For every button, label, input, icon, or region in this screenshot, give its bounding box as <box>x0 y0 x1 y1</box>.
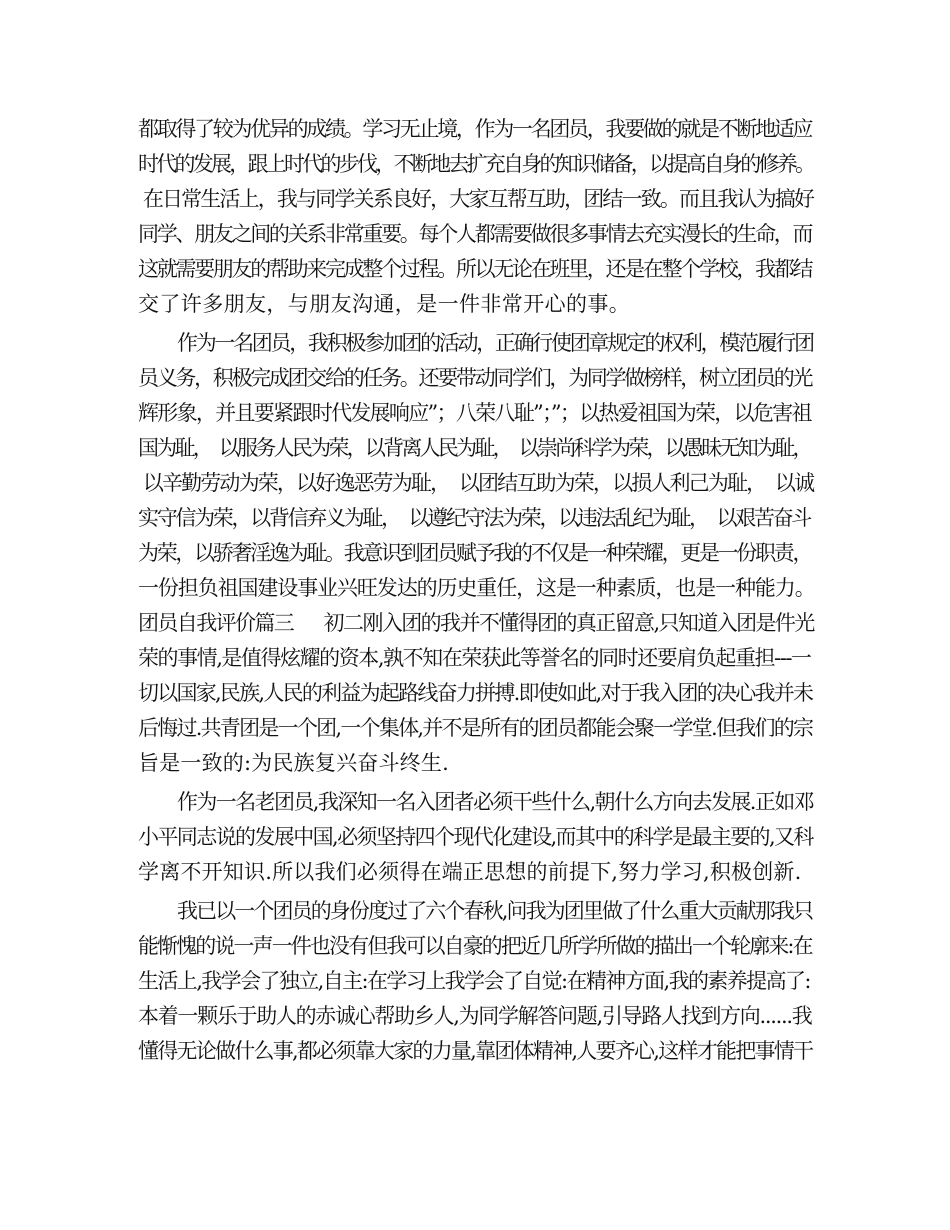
paragraph-first-line: 我已以一个团员的身份度过了六个春秋,问我为团里做了什么重大贡献那我只 <box>177 899 813 923</box>
text-line: 生活上,我学会了独立,自主:在学习上我学会了自觉:在精神方面,我的素养提高了: <box>138 969 810 993</box>
text-line: 切以国家,民族,人民的利益为起路线奋力拼搏.即使如此,对于我入团的决心我并未 <box>138 681 813 705</box>
text-line: 荣的事情,是值得炫耀的资本,孰不知在荣获此等誉名的同时还要肩负起重担---一 <box>138 646 811 670</box>
text-line: 能惭愧的说一声一件也没有但我可以自豪的把近几所学所做的描出一个轮廓来:在 <box>138 934 812 958</box>
text-line: 实守信为荣，以背信弃义为耻， 以遵纪守法为荣，以违法乱纪为耻， 以艰苦奋斗 <box>138 506 810 530</box>
text-line: 国为耻， 以服务人民为荣，以背离人民为耻， 以崇尚科学为荣，以愚昧无知为耻， <box>138 436 811 460</box>
text-line: 都取得了较为优异的成绩。学习无止境，作为一名团员，我要做的就是不断地适应 <box>138 117 812 141</box>
text-line: 为荣，以骄奢淫逸为耻。我意识到团员赋予我的不仅是一种荣耀，更是一份职责， <box>138 541 812 565</box>
paragraph-first-line: 作为一名团员，我积极参加团的活动，正确行使团章规定的权利，模范履行团 <box>177 331 813 355</box>
text-line: 后悔过.共青团是一个团,一个集体,并不是所有的团员都能会聚一学堂.但我们的宗 <box>138 716 813 740</box>
text-line: 懂得无论做什么事,都必须靠大家的力量,靠团体精神,人要齐心,这样才能把事情干 <box>138 1039 813 1063</box>
text-line: 时代的发展，跟上时代的步伐，不断地去扩充自身的知识储备，以提高自身的修养。 <box>138 152 814 176</box>
text-line: 这就需要朋友的帮助来完成整个过程。所以无论在班里，还是在整个学校，我都结 <box>138 257 812 281</box>
paragraph-first-line: 作为一名老团员,我深知一名入团者必须干些什么,朝什么方向去发展.正如邓 <box>177 790 814 814</box>
text-line: 辉形象，并且要紧跟时代发展响应”；八荣八耻”；”；以热爱祖国为荣，以危害祖 <box>138 401 811 425</box>
text-line: 以辛勤劳动为荣，以好逸恶劳为耻， 以团结互助为荣，以损人利己为耻， 以诚 <box>138 471 814 495</box>
text-line: 在日常生活上，我与同学关系良好，大家互帮互助，团结一致。而且我认为搞好 <box>138 187 814 211</box>
text-line: 本着一颗乐于助人的赤诚心帮助乡人,为同学解答问题,引导路人找到方向......我 <box>138 1004 812 1028</box>
text-line: 同学、朋友之间的关系非常重要。每个人都需要做很多事情去充实漫长的生命，而 <box>138 222 812 246</box>
section-heading-line: 团员自我评价篇三 初二刚入团的我并不懂得团的真正留意,只知道入团是件光 <box>138 611 814 635</box>
text-line: 一份担负祖国建设事业兴旺发达的历史重任，这是一种素质，也是一种能力。 <box>138 576 815 600</box>
text-line: 员义务，积极完成团交给的任务。还要带动同学们，为同学做榜样，树立团员的光 <box>138 366 812 390</box>
text-line: 旨是一致的:为民族复兴奋斗终生. <box>138 751 449 775</box>
text-line: 交了许多朋友，与朋友沟通，是一件非常开心的事。 <box>138 292 631 316</box>
text-line: 学离不开知识.所以我们必须得在端正思想的前提下,努力学习,积极创新. <box>138 860 802 884</box>
text-line: 小平同志说的发展中国,必须坚持四个现代化建设,而其中的科学是最主要的,又科 <box>138 825 813 849</box>
